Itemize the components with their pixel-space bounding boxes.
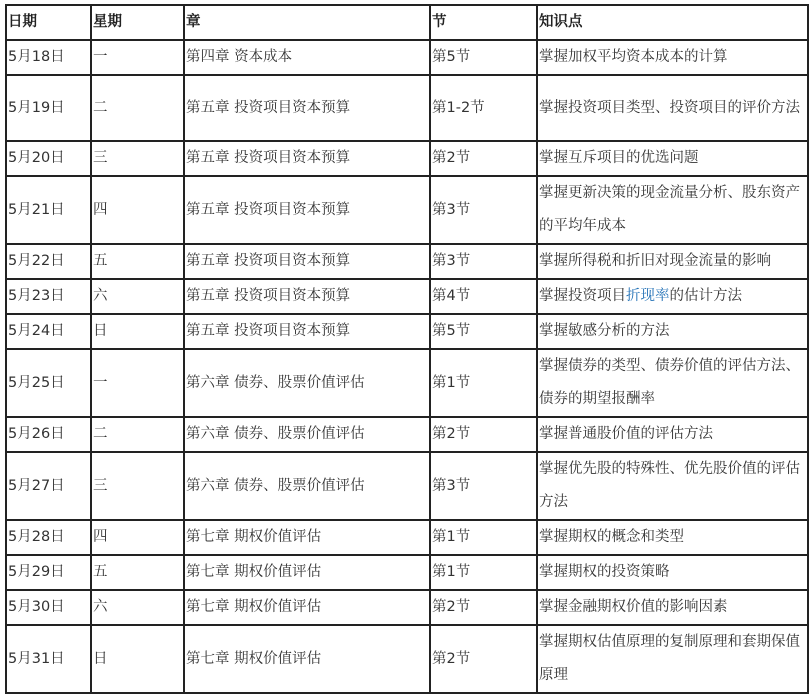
cell-date: 5月21日 xyxy=(6,176,91,244)
cell-knowledge-point: 掌握金融期权价值的影响因素 xyxy=(537,590,808,625)
header-chapter: 章 xyxy=(184,5,430,40)
table-row xyxy=(6,40,808,75)
cell-chapter: 第六章 债券、股票价值评估 xyxy=(184,417,430,452)
cell-weekday: 三 xyxy=(91,452,184,520)
cell-chapter: 第七章 期权价值评估 xyxy=(184,590,430,625)
cell-weekday: 日 xyxy=(91,625,184,693)
cell-section: 第1-2节 xyxy=(430,75,537,141)
table-row xyxy=(6,520,808,555)
header-row xyxy=(6,5,808,40)
cell-chapter: 第五章 投资项目资本预算 xyxy=(184,141,430,176)
cell-weekday: 四 xyxy=(91,520,184,555)
cell-chapter: 第五章 投资项目资本预算 xyxy=(184,314,430,349)
header-weekday: 星期 xyxy=(91,5,184,40)
cell-date: 5月18日 xyxy=(6,40,91,75)
cell-knowledge-point: 掌握普通股价值的评估方法 xyxy=(537,417,808,452)
cell-chapter: 第七章 期权价值评估 xyxy=(184,520,430,555)
cell-section: 第1节 xyxy=(430,520,537,555)
cell-chapter: 第五章 投资项目资本预算 xyxy=(184,75,430,141)
cell-knowledge-point: 掌握期权估值原理的复制原理和套期保值原理 xyxy=(537,625,808,693)
cell-knowledge-point: 掌握所得税和折旧对现金流量的影响 xyxy=(537,244,808,279)
cell-chapter: 第五章 投资项目资本预算 xyxy=(184,279,430,314)
table-row xyxy=(6,555,808,590)
study-schedule-table xyxy=(5,4,809,694)
cell-date: 5月25日 xyxy=(6,349,91,417)
cell-weekday: 一 xyxy=(91,349,184,417)
cell-chapter: 第七章 期权价值评估 xyxy=(184,555,430,590)
cell-date: 5月29日 xyxy=(6,555,91,590)
cell-knowledge-point xyxy=(537,279,808,314)
cell-weekday: 一 xyxy=(91,40,184,75)
cell-date: 5月23日 xyxy=(6,279,91,314)
cell-weekday: 五 xyxy=(91,244,184,279)
cell-chapter: 第六章 债券、股票价值评估 xyxy=(184,452,430,520)
cell-chapter: 第七章 期权价值评估 xyxy=(184,625,430,693)
cell-weekday: 六 xyxy=(91,279,184,314)
cell-date: 5月30日 xyxy=(6,590,91,625)
header-knowledge-point: 知识点 xyxy=(537,5,808,40)
cell-knowledge-point: 掌握敏感分析的方法 xyxy=(537,314,808,349)
cell-date: 5月27日 xyxy=(6,452,91,520)
cell-weekday: 二 xyxy=(91,417,184,452)
point-text: 的估计方法 xyxy=(669,288,742,304)
cell-weekday: 三 xyxy=(91,141,184,176)
table-row xyxy=(6,417,808,452)
cell-date: 5月20日 xyxy=(6,141,91,176)
cell-date: 5月26日 xyxy=(6,417,91,452)
table-row xyxy=(6,590,808,625)
table-row xyxy=(6,625,808,693)
table-row xyxy=(6,75,808,141)
cell-chapter: 第四章 资本成本 xyxy=(184,40,430,75)
cell-weekday: 日 xyxy=(91,314,184,349)
cell-section: 第1节 xyxy=(430,349,537,417)
cell-date: 5月31日 xyxy=(6,625,91,693)
cell-knowledge-point: 掌握期权的投资策略 xyxy=(537,555,808,590)
cell-chapter: 第五章 投资项目资本预算 xyxy=(184,244,430,279)
cell-weekday: 五 xyxy=(91,555,184,590)
cell-section: 第1节 xyxy=(430,555,537,590)
cell-weekday: 四 xyxy=(91,176,184,244)
table-row xyxy=(6,314,808,349)
cell-section: 第4节 xyxy=(430,279,537,314)
table-row xyxy=(6,349,808,417)
cell-date: 5月24日 xyxy=(6,314,91,349)
table-row xyxy=(6,279,808,314)
cell-chapter: 第六章 债券、股票价值评估 xyxy=(184,349,430,417)
cell-knowledge-point: 掌握期权的概念和类型 xyxy=(537,520,808,555)
table-row xyxy=(6,176,808,244)
table-row xyxy=(6,244,808,279)
cell-knowledge-point: 掌握优先股的特殊性、优先股价值的评估方法 xyxy=(537,452,808,520)
cell-knowledge-point: 掌握互斥项目的优选问题 xyxy=(537,141,808,176)
cell-section: 第2节 xyxy=(430,141,537,176)
cell-weekday: 六 xyxy=(91,590,184,625)
cell-date: 5月19日 xyxy=(6,75,91,141)
cell-section: 第2节 xyxy=(430,590,537,625)
cell-knowledge-point: 掌握债券的类型、债券价值的评估方法、债券的期望报酬率 xyxy=(537,349,808,417)
cell-section: 第3节 xyxy=(430,244,537,279)
table-row xyxy=(6,141,808,176)
cell-section: 第2节 xyxy=(430,625,537,693)
cell-date: 5月28日 xyxy=(6,520,91,555)
point-text: 掌握投资项目 xyxy=(539,288,626,304)
discount-rate-link[interactable]: 折现率 xyxy=(626,288,670,304)
cell-knowledge-point: 掌握更新决策的现金流量分析、股东资产的平均年成本 xyxy=(537,176,808,244)
cell-knowledge-point: 掌握加权平均资本成本的计算 xyxy=(537,40,808,75)
header-section: 节 xyxy=(430,5,537,40)
cell-section: 第5节 xyxy=(430,314,537,349)
cell-date: 5月22日 xyxy=(6,244,91,279)
cell-section: 第5节 xyxy=(430,40,537,75)
cell-weekday: 二 xyxy=(91,75,184,141)
cell-section: 第3节 xyxy=(430,452,537,520)
cell-knowledge-point: 掌握投资项目类型、投资项目的评价方法 xyxy=(537,75,808,141)
table-row xyxy=(6,452,808,520)
cell-chapter: 第五章 投资项目资本预算 xyxy=(184,176,430,244)
cell-section: 第3节 xyxy=(430,176,537,244)
cell-section: 第2节 xyxy=(430,417,537,452)
header-date: 日期 xyxy=(6,5,91,40)
